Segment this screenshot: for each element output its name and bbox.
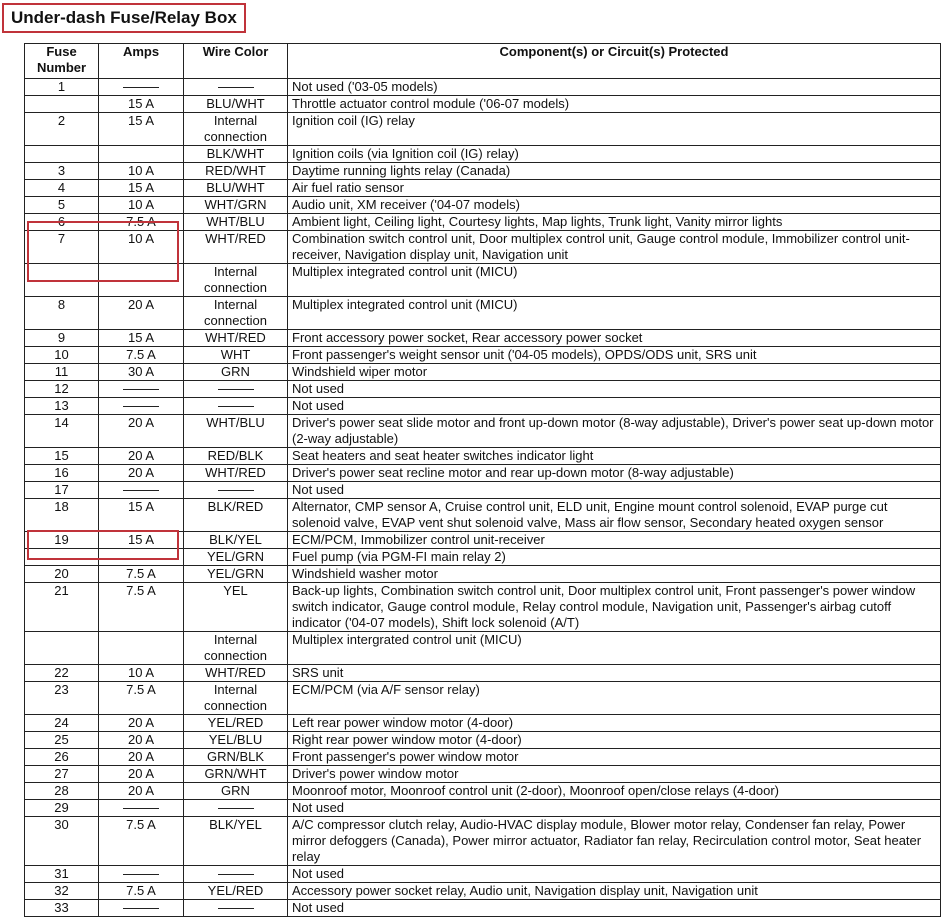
table-row xyxy=(25,163,941,180)
cell-amps xyxy=(99,900,184,917)
cell-wire xyxy=(184,398,288,415)
dash-mark xyxy=(123,908,159,909)
cell-wire: WHT/RED xyxy=(184,665,288,682)
cell-fuse: 29 xyxy=(25,800,99,817)
cell-wire xyxy=(184,482,288,499)
cell-amps: 7.5 A xyxy=(99,682,184,715)
cell-amps xyxy=(99,549,184,566)
cell-amps: 20 A xyxy=(99,715,184,732)
table-row xyxy=(25,817,941,866)
table-row xyxy=(25,783,941,800)
dash-mark xyxy=(218,389,254,390)
dash-mark xyxy=(123,87,159,88)
cell-amps xyxy=(99,146,184,163)
cell-fuse: 25 xyxy=(25,732,99,749)
dash-mark xyxy=(123,490,159,491)
table-row xyxy=(25,330,941,347)
cell-component: Combination switch control unit, Door multiplex control unit, Gauge control module, Immobilizer control unit-receiver, Navigation display unit, Navigation unit xyxy=(288,231,941,264)
cell-component: Seat heaters and seat heater switches indicator light xyxy=(288,448,941,465)
cell-wire: Internal connection xyxy=(184,682,288,715)
dash-mark xyxy=(218,406,254,407)
cell-component: Moonroof motor, Moonroof control unit (2-door), Moonroof open/close relays (4-door) xyxy=(288,783,941,800)
dash-mark xyxy=(123,406,159,407)
cell-fuse: 1 xyxy=(25,79,99,96)
cell-amps: 7.5 A xyxy=(99,583,184,632)
cell-fuse: 16 xyxy=(25,465,99,482)
cell-fuse: 31 xyxy=(25,866,99,883)
cell-component: Front passenger's weight sensor unit ('04-05 models), OPDS/ODS unit, SRS unit xyxy=(288,347,941,364)
table-row xyxy=(25,381,941,398)
cell-amps xyxy=(99,800,184,817)
cell-component: Not used xyxy=(288,381,941,398)
cell-fuse xyxy=(25,549,99,566)
cell-fuse: 28 xyxy=(25,783,99,800)
cell-wire: WHT/BLU xyxy=(184,214,288,231)
cell-fuse: 24 xyxy=(25,715,99,732)
cell-amps: 15 A xyxy=(99,499,184,532)
table-row xyxy=(25,566,941,583)
cell-amps: 10 A xyxy=(99,163,184,180)
cell-fuse: 12 xyxy=(25,381,99,398)
cell-wire: BLK/WHT xyxy=(184,146,288,163)
cell-amps xyxy=(99,398,184,415)
cell-amps: 7.5 A xyxy=(99,347,184,364)
cell-fuse: 20 xyxy=(25,566,99,583)
cell-wire: Internal connection xyxy=(184,264,288,297)
cell-wire xyxy=(184,866,288,883)
cell-component: Alternator, CMP sensor A, Cruise control unit, ELD unit, Engine mount control solenoid, EVAP purge cut solenoid valve, EVAP vent shut solenoid valve, Mass air flow sensor, Secondary heated oxygen sensor xyxy=(288,499,941,532)
cell-wire: WHT/RED xyxy=(184,465,288,482)
cell-fuse: 8 xyxy=(25,297,99,330)
cell-component: Driver's power seat slide motor and front up-down motor (8-way adjustable), Driver's power seat up-down motor (2-way adjustable) xyxy=(288,415,941,448)
table-row xyxy=(25,415,941,448)
table-row xyxy=(25,766,941,783)
cell-component: Driver's power window motor xyxy=(288,766,941,783)
cell-fuse: 32 xyxy=(25,883,99,900)
table-row xyxy=(25,682,941,715)
table-row xyxy=(25,448,941,465)
cell-component: SRS unit xyxy=(288,665,941,682)
cell-component: Audio unit, XM receiver ('04-07 models) xyxy=(288,197,941,214)
table-row xyxy=(25,146,941,163)
dash-mark xyxy=(218,490,254,491)
dash-mark xyxy=(218,908,254,909)
table-row xyxy=(25,364,941,381)
cell-fuse xyxy=(25,146,99,163)
cell-fuse: 13 xyxy=(25,398,99,415)
table-row xyxy=(25,180,941,197)
table-row xyxy=(25,583,941,632)
table-row xyxy=(25,264,941,297)
dash-mark xyxy=(123,808,159,809)
cell-amps: 7.5 A xyxy=(99,817,184,866)
cell-component: ECM/PCM, Immobilizer control unit-receiver xyxy=(288,532,941,549)
cell-wire: YEL/BLU xyxy=(184,732,288,749)
cell-component: Multiplex integrated control unit (MICU) xyxy=(288,264,941,297)
cell-component: Ignition coil (IG) relay xyxy=(288,113,941,146)
cell-wire: GRN xyxy=(184,364,288,381)
table-row xyxy=(25,883,941,900)
cell-amps: 20 A xyxy=(99,297,184,330)
dash-mark xyxy=(218,87,254,88)
cell-wire: YEL xyxy=(184,583,288,632)
cell-component: Not used ('03-05 models) xyxy=(288,79,941,96)
cell-amps: 20 A xyxy=(99,465,184,482)
cell-component: ECM/PCM (via A/F sensor relay) xyxy=(288,682,941,715)
table-row xyxy=(25,231,941,264)
cell-component: Multiplex intergrated control unit (MICU) xyxy=(288,632,941,665)
cell-component: Not used xyxy=(288,866,941,883)
cell-component: Left rear power window motor (4-door) xyxy=(288,715,941,732)
cell-wire: BLU/WHT xyxy=(184,96,288,113)
table-row xyxy=(25,113,941,146)
cell-amps: 20 A xyxy=(99,749,184,766)
cell-component: Ignition coils (via Ignition coil (IG) relay) xyxy=(288,146,941,163)
cell-component: Air fuel ratio sensor xyxy=(288,180,941,197)
cell-fuse: 26 xyxy=(25,749,99,766)
table-row xyxy=(25,866,941,883)
cell-component: Not used xyxy=(288,398,941,415)
cell-component: Front passenger's power window motor xyxy=(288,749,941,766)
table-row xyxy=(25,732,941,749)
cell-fuse xyxy=(25,264,99,297)
cell-amps: 15 A xyxy=(99,330,184,347)
cell-component: Fuel pump (via PGM-FI main relay 2) xyxy=(288,549,941,566)
cell-amps: 20 A xyxy=(99,415,184,448)
table-row xyxy=(25,482,941,499)
cell-fuse: 14 xyxy=(25,415,99,448)
table-row xyxy=(25,297,941,330)
cell-amps: 20 A xyxy=(99,783,184,800)
table-row xyxy=(25,96,941,113)
table-row xyxy=(25,549,941,566)
cell-wire: YEL/RED xyxy=(184,715,288,732)
cell-amps xyxy=(99,381,184,398)
cell-component: Throttle actuator control module ('06-07 models) xyxy=(288,96,941,113)
table-row xyxy=(25,499,941,532)
table-row xyxy=(25,900,941,917)
table-row xyxy=(25,214,941,231)
cell-component: Accessory power socket relay, Audio unit, Navigation display unit, Navigation unit xyxy=(288,883,941,900)
table-row xyxy=(25,197,941,214)
header-amps: Amps xyxy=(99,44,184,79)
cell-component: Windshield washer motor xyxy=(288,566,941,583)
cell-fuse: 23 xyxy=(25,682,99,715)
cell-component: Not used xyxy=(288,900,941,917)
cell-wire: BLK/YEL xyxy=(184,532,288,549)
cell-wire xyxy=(184,381,288,398)
table-row xyxy=(25,532,941,549)
fuse-table xyxy=(24,43,941,917)
cell-wire: BLK/YEL xyxy=(184,817,288,866)
cell-fuse: 30 xyxy=(25,817,99,866)
cell-amps: 15 A xyxy=(99,96,184,113)
header-fuse-number: Fuse Number xyxy=(25,44,99,79)
dash-mark xyxy=(123,874,159,875)
cell-amps: 15 A xyxy=(99,113,184,146)
cell-wire: WHT xyxy=(184,347,288,364)
cell-component: Right rear power window motor (4-door) xyxy=(288,732,941,749)
cell-amps xyxy=(99,79,184,96)
cell-wire xyxy=(184,900,288,917)
cell-component: Daytime running lights relay (Canada) xyxy=(288,163,941,180)
cell-amps: 20 A xyxy=(99,766,184,783)
dash-mark xyxy=(218,808,254,809)
cell-wire: GRN xyxy=(184,783,288,800)
table-row xyxy=(25,715,941,732)
cell-component: Not used xyxy=(288,800,941,817)
cell-amps: 7.5 A xyxy=(99,214,184,231)
cell-component: A/C compressor clutch relay, Audio-HVAC display module, Blower motor relay, Condenser fan relay, Power mirror defoggers (Canada), Power mirror actuator, Radiator fan relay, Recirculation control motor, Seat heater relay xyxy=(288,817,941,866)
cell-wire: RED/BLK xyxy=(184,448,288,465)
cell-wire: WHT/BLU xyxy=(184,415,288,448)
cell-wire: BLU/WHT xyxy=(184,180,288,197)
cell-wire: WHT/RED xyxy=(184,231,288,264)
cell-component: Front accessory power socket, Rear accessory power socket xyxy=(288,330,941,347)
cell-wire: YEL/GRN xyxy=(184,549,288,566)
table-row xyxy=(25,347,941,364)
dash-mark xyxy=(123,389,159,390)
cell-fuse: 9 xyxy=(25,330,99,347)
cell-fuse: 19 xyxy=(25,532,99,549)
dash-mark xyxy=(218,874,254,875)
table-row xyxy=(25,398,941,415)
table-row xyxy=(25,800,941,817)
cell-fuse: 6 xyxy=(25,214,99,231)
cell-fuse: 3 xyxy=(25,163,99,180)
cell-wire: GRN/WHT xyxy=(184,766,288,783)
cell-wire xyxy=(184,800,288,817)
cell-amps: 10 A xyxy=(99,231,184,264)
fuse-table-body xyxy=(25,79,941,917)
cell-wire: Internal connection xyxy=(184,113,288,146)
header-wire-color: Wire Color xyxy=(184,44,288,79)
cell-wire: YEL/GRN xyxy=(184,566,288,583)
cell-fuse: 15 xyxy=(25,448,99,465)
cell-amps: 10 A xyxy=(99,197,184,214)
cell-fuse: 2 xyxy=(25,113,99,146)
cell-component: Back-up lights, Combination switch control unit, Door multiplex control unit, Front passenger's power window switch indicator, Gauge control module, Relay control module, Navigation unit, Passenger's airbag cutoff indicator ('04-07 models), Shift lock solenoid (A/T) xyxy=(288,583,941,632)
cell-wire: Internal connection xyxy=(184,297,288,330)
cell-fuse: 17 xyxy=(25,482,99,499)
cell-component: Windshield wiper motor xyxy=(288,364,941,381)
table-header-row xyxy=(25,44,941,79)
table-row xyxy=(25,79,941,96)
cell-fuse xyxy=(25,632,99,665)
table-row xyxy=(25,632,941,665)
cell-fuse: 27 xyxy=(25,766,99,783)
cell-amps: 15 A xyxy=(99,532,184,549)
cell-amps xyxy=(99,632,184,665)
table-row xyxy=(25,465,941,482)
cell-amps: 15 A xyxy=(99,180,184,197)
header-component: Component(s) or Circuit(s) Protected xyxy=(288,44,941,79)
cell-fuse: 11 xyxy=(25,364,99,381)
cell-wire: GRN/BLK xyxy=(184,749,288,766)
cell-fuse: 5 xyxy=(25,197,99,214)
cell-component: Ambient light, Ceiling light, Courtesy lights, Map lights, Trunk light, Vanity mirror lights xyxy=(288,214,941,231)
cell-amps: 10 A xyxy=(99,665,184,682)
cell-wire: WHT/GRN xyxy=(184,197,288,214)
cell-amps: 20 A xyxy=(99,448,184,465)
cell-fuse: 21 xyxy=(25,583,99,632)
cell-wire: RED/WHT xyxy=(184,163,288,180)
cell-fuse xyxy=(25,96,99,113)
cell-fuse: 7 xyxy=(25,231,99,264)
cell-wire xyxy=(184,79,288,96)
cell-wire: Internal connection xyxy=(184,632,288,665)
cell-fuse: 22 xyxy=(25,665,99,682)
cell-wire: BLK/RED xyxy=(184,499,288,532)
cell-amps xyxy=(99,264,184,297)
cell-fuse: 18 xyxy=(25,499,99,532)
cell-component: Not used xyxy=(288,482,941,499)
cell-amps: 7.5 A xyxy=(99,883,184,900)
table-row xyxy=(25,665,941,682)
cell-component: Multiplex integrated control unit (MICU) xyxy=(288,297,941,330)
cell-fuse: 33 xyxy=(25,900,99,917)
cell-fuse: 10 xyxy=(25,347,99,364)
cell-fuse: 4 xyxy=(25,180,99,197)
page-title: Under-dash Fuse/Relay Box xyxy=(2,3,246,33)
cell-amps: 20 A xyxy=(99,732,184,749)
cell-wire: WHT/RED xyxy=(184,330,288,347)
cell-amps: 30 A xyxy=(99,364,184,381)
cell-amps: 7.5 A xyxy=(99,566,184,583)
cell-wire: YEL/RED xyxy=(184,883,288,900)
table-row xyxy=(25,749,941,766)
cell-amps xyxy=(99,482,184,499)
cell-amps xyxy=(99,866,184,883)
cell-component: Driver's power seat recline motor and rear up-down motor (8-way adjustable) xyxy=(288,465,941,482)
